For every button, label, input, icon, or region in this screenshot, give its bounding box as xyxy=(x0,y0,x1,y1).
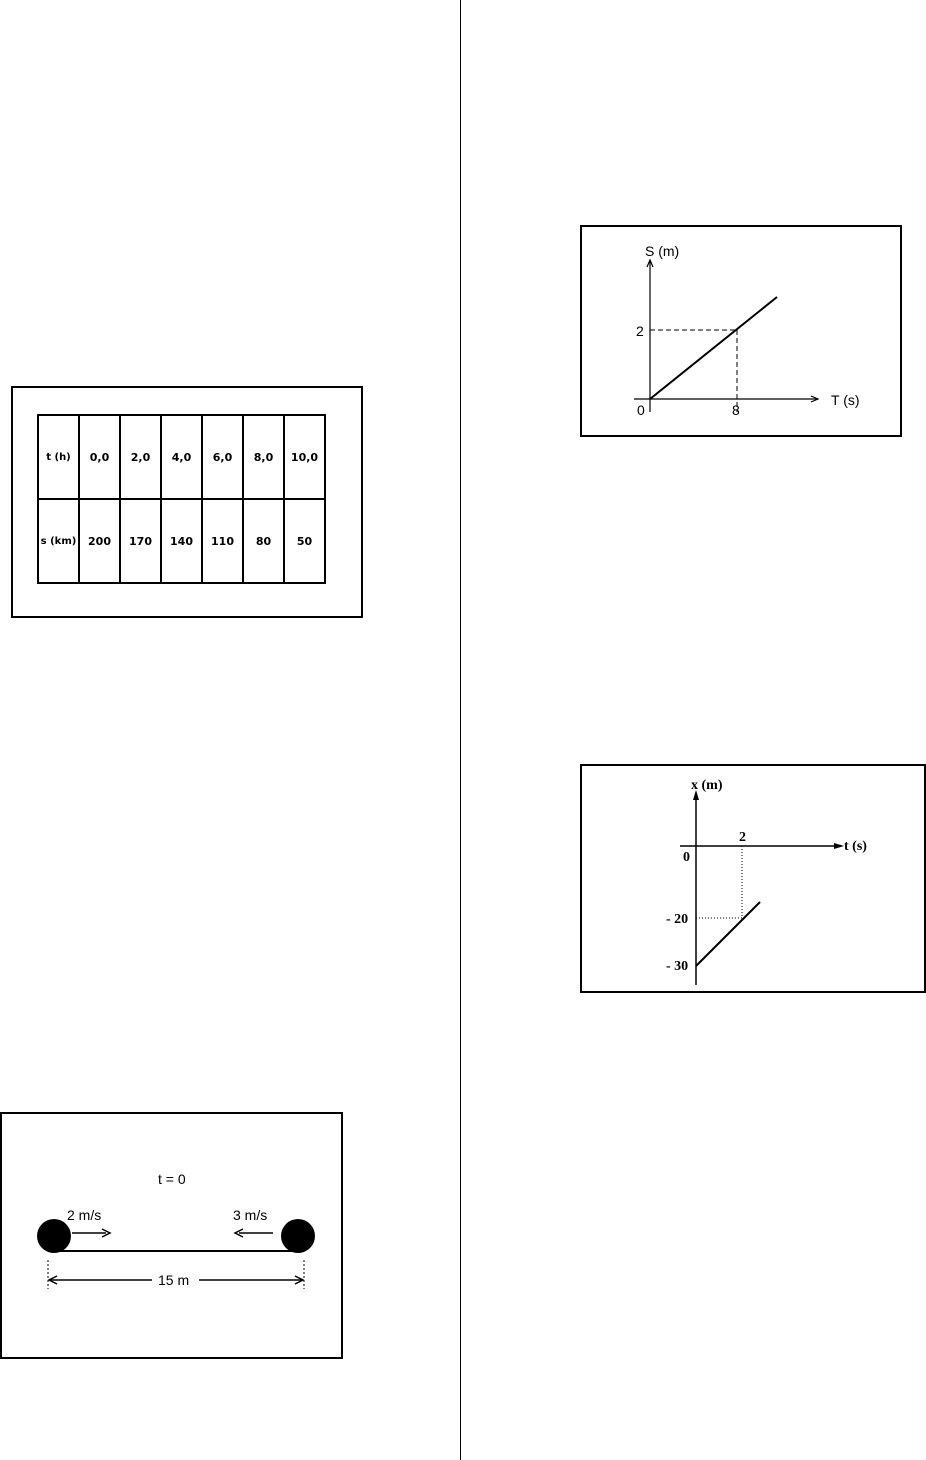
spheres-figure-svg xyxy=(2,1114,345,1361)
table-cell: 6,0 xyxy=(202,415,243,499)
origin-label: 0 xyxy=(637,402,645,418)
data-line xyxy=(696,902,760,966)
distance-label: 15 m xyxy=(158,1272,190,1288)
origin-label: 0 xyxy=(683,850,690,865)
table-row xyxy=(38,499,325,583)
x-tick-label: 8 xyxy=(732,402,740,418)
table-cell: 2,0 xyxy=(120,415,161,499)
displacement-time-graph xyxy=(580,764,926,993)
table-cell: 50 xyxy=(284,499,325,583)
table-cell: 80 xyxy=(243,499,284,583)
table-cell: 8,0 xyxy=(243,415,284,499)
table-cell: 110 xyxy=(202,499,243,583)
table-cell: 4,0 xyxy=(161,415,202,499)
x-axis-label: T (s) xyxy=(831,392,860,408)
right-sphere xyxy=(281,1219,315,1253)
y-axis-label: S (m) xyxy=(645,243,680,259)
left-velocity-label: 2 m/s xyxy=(67,1207,102,1223)
displacement-time-graph-svg xyxy=(582,766,926,995)
table-row-label: t (h) xyxy=(38,415,79,499)
x-axis-arrowhead xyxy=(834,843,844,849)
table-cell: 200 xyxy=(79,499,120,583)
table-figure xyxy=(11,386,363,618)
y-axis-label: x (m) xyxy=(691,778,723,793)
table-row xyxy=(38,415,325,499)
table-cell: 170 xyxy=(120,499,161,583)
y-tick-label: - 20 xyxy=(666,912,689,927)
data-line xyxy=(650,297,777,399)
left-sphere xyxy=(37,1219,71,1253)
y-tick-label: - 30 xyxy=(666,959,689,974)
x-tick-label: 2 xyxy=(739,830,746,845)
position-time-graph xyxy=(580,225,902,437)
time-label: t = 0 xyxy=(158,1171,186,1187)
table-cell: 10,0 xyxy=(284,415,325,499)
right-velocity-label: 3 m/s xyxy=(233,1207,268,1223)
table-row-label: s (km) xyxy=(38,499,79,583)
table-cell: 0,0 xyxy=(79,415,120,499)
position-time-graph-svg xyxy=(582,227,904,439)
x-axis-label: t (s) xyxy=(844,839,867,854)
data-table xyxy=(37,414,326,584)
table-cell: 140 xyxy=(161,499,202,583)
y-tick-label: 2 xyxy=(636,323,644,339)
column-divider xyxy=(460,0,461,1460)
spheres-figure xyxy=(0,1112,343,1359)
